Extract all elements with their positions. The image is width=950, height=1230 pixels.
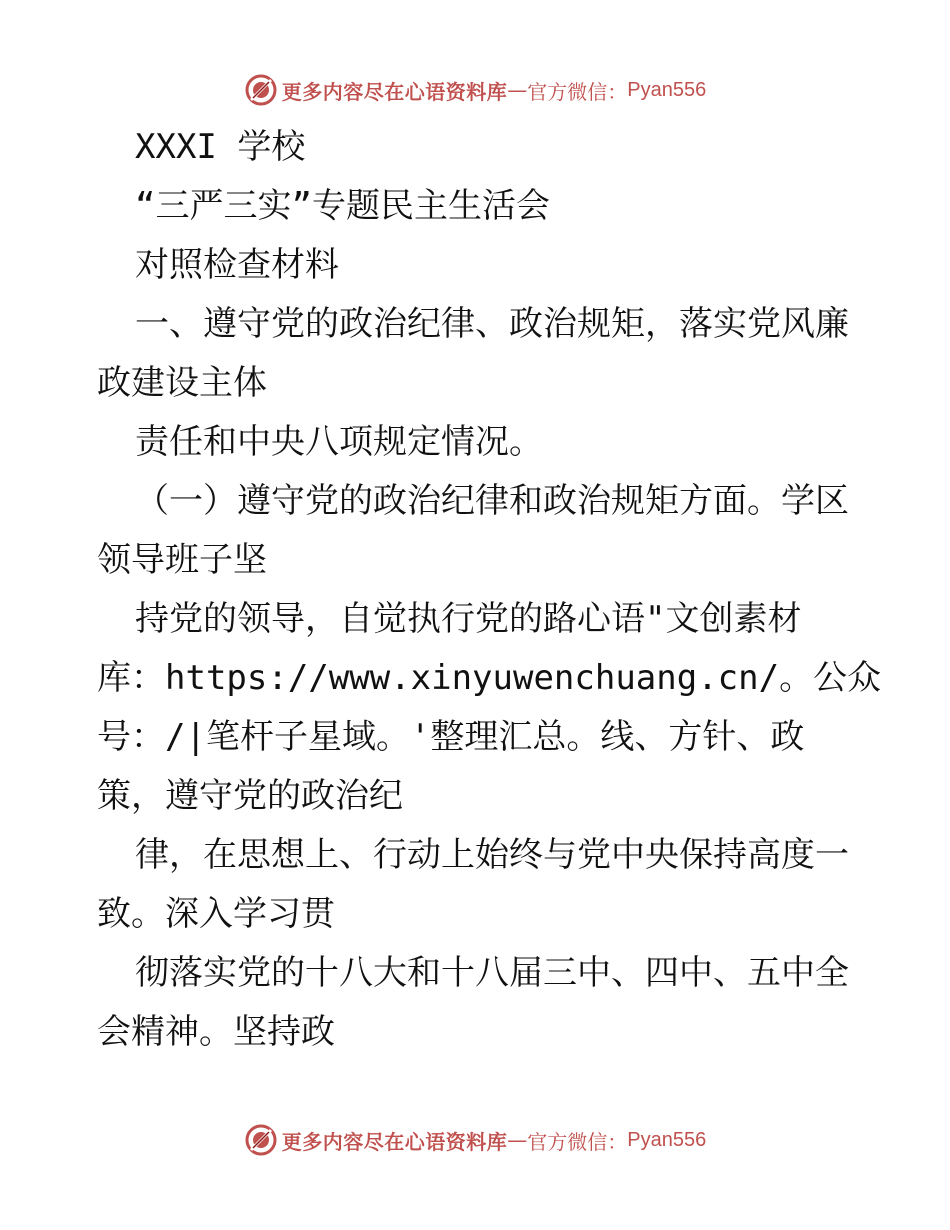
document-line: 持党的领导，自觉执行党的路心语"文创素材 (135, 599, 802, 639)
banner-slogan: 更多内容尽在心语资料库 (281, 1129, 508, 1154)
document-line: 致。深入学习贯 (97, 894, 335, 934)
pen-logo-icon (244, 1123, 278, 1157)
document-line: 库：https://www.xinyuwenchuang.cn/。公众 (97, 658, 882, 698)
document-line: 领导班子坚 (97, 540, 267, 580)
document-line: 策，遵守党的政治纪 (97, 776, 403, 816)
document-line: 号：/|笔杆子星域。'整理汇总。线、方针、政 (97, 717, 805, 757)
document-line: 律，在思想上、行动上始终与党中央保持高度一 (135, 835, 849, 875)
banner-dash: — (507, 78, 528, 102)
banner-dash: — (507, 1128, 528, 1152)
document-line: 一、遵守党的政治纪律、政治规矩，落实党风廉 (135, 304, 849, 344)
banner-slogan: 更多内容尽在心语资料库 (281, 79, 508, 104)
document-line: 对照检查材料 (135, 245, 339, 285)
header-banner (0, 70, 950, 110)
document-line: 彻落实党的十八大和十八届三中、四中、五中全 (135, 953, 849, 993)
pen-logo-icon (244, 73, 278, 107)
banner-wechat-id: Pyan556 (627, 78, 707, 101)
document-line: “三严三实”专题民主生活会 (135, 186, 550, 226)
document-line: XXXI 学校 (135, 127, 306, 167)
document-line: （一）遵守党的政治纪律和政治规矩方面。学区 (135, 481, 849, 521)
banner-wechat-id: Pyan556 (627, 1128, 707, 1151)
footer-banner (0, 1120, 950, 1160)
document-line: 政建设主体 (97, 363, 267, 403)
document-line: 责任和中央八项规定情况。 (135, 422, 543, 462)
document-line: 会精神。坚持政 (97, 1012, 335, 1052)
document-body (97, 118, 882, 1062)
banner-wechat-label: 官方微信： (527, 79, 628, 104)
banner-wechat-label: 官方微信： (527, 1129, 628, 1154)
